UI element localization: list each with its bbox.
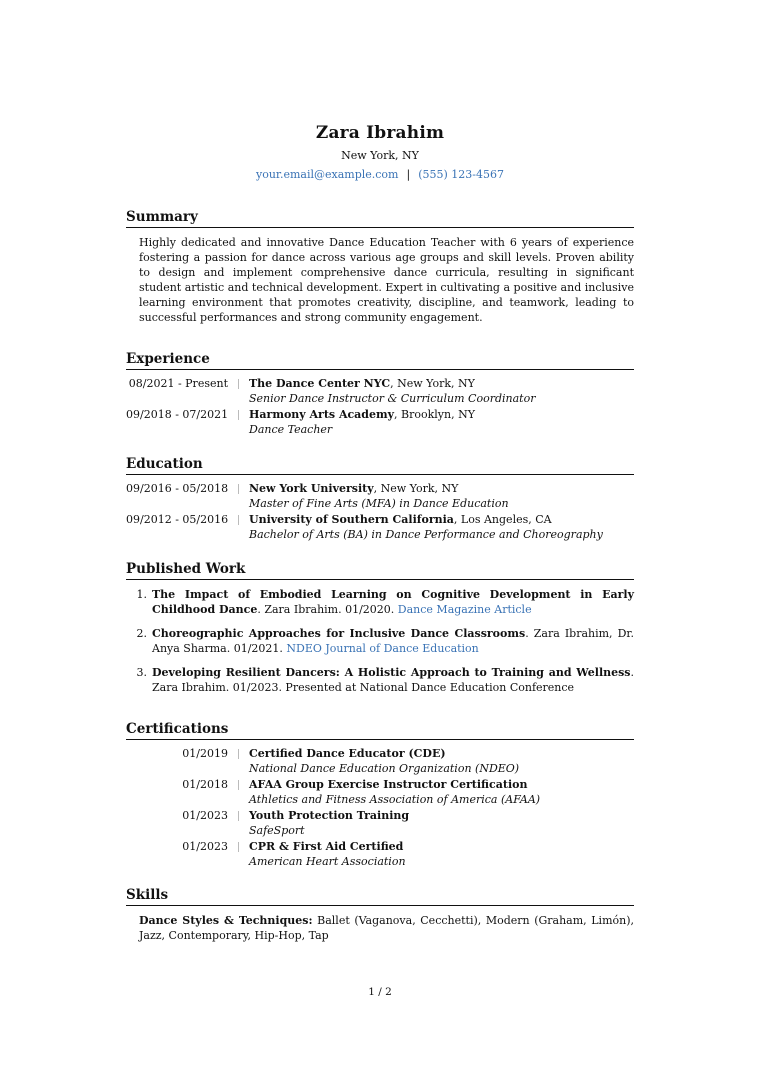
email-link[interactable]: your.email@example.com bbox=[256, 168, 399, 181]
certification-entry bbox=[126, 777, 634, 807]
entry-organization: New York University bbox=[249, 482, 374, 495]
entry-date: 01/2018 bbox=[182, 778, 228, 791]
publication-link[interactable]: NDEO Journal of Dance Education bbox=[286, 642, 479, 655]
certifications-section bbox=[126, 721, 634, 869]
entry-place: , Los Angeles, CA bbox=[453, 513, 552, 526]
entry-organization: University of Southern California bbox=[249, 513, 454, 526]
skills-line bbox=[139, 913, 634, 943]
publication-item bbox=[126, 665, 634, 695]
entry-date: 01/2019 bbox=[182, 747, 228, 760]
publication-details: . Zara Ibrahim. 01/2023. Presented at National Dance Education Conference bbox=[152, 666, 634, 694]
phone-link[interactable]: (555) 123-4567 bbox=[418, 168, 504, 181]
certification-name: CPR & First Aid Certified bbox=[249, 840, 404, 853]
publication-details: . Zara Ibrahim, Dr. Anya Sharma. 01/2021. bbox=[152, 627, 634, 655]
experience-section bbox=[126, 351, 634, 437]
entry-date: 01/2023 bbox=[182, 809, 228, 822]
publication-details: . Zara Ibrahim. 01/2020. bbox=[257, 603, 398, 616]
certification-issuer: American Heart Association bbox=[249, 855, 406, 868]
publication-title: Developing Resilient Dancers: A Holistic Approach to Training and Wellness bbox=[152, 666, 631, 679]
section-title-skills: Skills bbox=[126, 887, 634, 906]
section-title-certifications: Certifications bbox=[126, 721, 634, 740]
entry-place: , New York, NY bbox=[373, 482, 459, 495]
entry-place: , Brooklyn, NY bbox=[394, 408, 475, 421]
skills-list: Ballet (Vaganova, Cecchetti), Modern (Graham, Limón), Jazz, Contemporary, Hip-Hop, Tap bbox=[139, 914, 634, 942]
certification-name: Certified Dance Educator (CDE) bbox=[249, 747, 446, 760]
candidate-name: Zara Ibrahim bbox=[315, 123, 445, 143]
resume-header bbox=[0, 123, 760, 181]
summary-section bbox=[126, 209, 634, 325]
section-title-experience: Experience bbox=[126, 351, 634, 370]
certification-issuer: Athletics and Fitness Association of America (AFAA) bbox=[249, 793, 541, 806]
skills-section bbox=[126, 887, 634, 943]
candidate-location: New York, NY bbox=[341, 149, 419, 162]
education-entry bbox=[126, 512, 634, 542]
certification-name: AFAA Group Exercise Instructor Certification bbox=[249, 778, 528, 791]
publication-item bbox=[126, 626, 634, 656]
certification-entry bbox=[126, 808, 634, 838]
entry-place: , New York, NY bbox=[390, 377, 475, 390]
contact-line bbox=[0, 168, 760, 181]
education-entry bbox=[126, 481, 634, 511]
certification-entry bbox=[126, 746, 634, 776]
publication-number: 2. bbox=[136, 627, 147, 640]
page-number: 1 / 2 bbox=[368, 986, 392, 998]
entry-role: Senior Dance Instructor & Curriculum Coordinator bbox=[249, 392, 536, 405]
entry-organization: Harmony Arts Academy bbox=[249, 408, 395, 421]
section-title-summary: Summary bbox=[126, 209, 634, 228]
experience-entry bbox=[126, 376, 634, 406]
education-section bbox=[126, 456, 634, 542]
entry-date: 09/2012 - 05/2016 bbox=[126, 513, 229, 526]
entry-date: 09/2016 - 05/2018 bbox=[126, 482, 229, 495]
certification-entry bbox=[126, 839, 634, 869]
certification-issuer: SafeSport bbox=[249, 824, 305, 837]
skills-label: Dance Styles & Techniques: bbox=[139, 914, 313, 927]
certification-name: Youth Protection Training bbox=[249, 809, 410, 822]
experience-entry bbox=[126, 407, 634, 437]
publication-item bbox=[126, 587, 634, 617]
publication-title: The Impact of Embodied Learning on Cognitive Development in Early Childhood Dance bbox=[152, 588, 634, 616]
entry-date: 09/2018 - 07/2021 bbox=[126, 408, 229, 421]
publication-link[interactable]: Dance Magazine Article bbox=[397, 603, 532, 616]
entry-degree: Bachelor of Arts (BA) in Dance Performance and Choreography bbox=[249, 528, 603, 541]
entry-organization: The Dance Center NYC bbox=[249, 377, 391, 390]
certification-issuer: National Dance Education Organization (NDEO) bbox=[249, 762, 520, 775]
section-title-published-work: Published Work bbox=[126, 561, 634, 580]
published-work-section bbox=[126, 561, 634, 695]
section-title-education: Education bbox=[126, 456, 634, 475]
summary-text: Highly dedicated and innovative Dance Education Teacher with 6 years of experience fostering a passion for dance across various age groups and skill levels. Proven ability to design and implement comprehensive dance curricula, resulting in significant student artistic and technical development. Expert in cultivating a positive and inclusive learning environment that promotes creativity, discipline, and teamwork, leading to successful performances and strong community engagement. bbox=[139, 236, 634, 324]
entry-degree: Master of Fine Arts (MFA) in Dance Education bbox=[249, 497, 509, 510]
entry-date: 08/2021 - Present bbox=[128, 377, 228, 390]
publication-number: 1. bbox=[136, 588, 147, 601]
entry-date: 01/2023 bbox=[182, 840, 228, 853]
contact-separator: | bbox=[406, 168, 411, 181]
entry-role: Dance Teacher bbox=[249, 423, 333, 436]
publication-title: Choreographic Approaches for Inclusive Dance Classrooms bbox=[152, 627, 526, 640]
publication-number: 3. bbox=[136, 666, 147, 679]
